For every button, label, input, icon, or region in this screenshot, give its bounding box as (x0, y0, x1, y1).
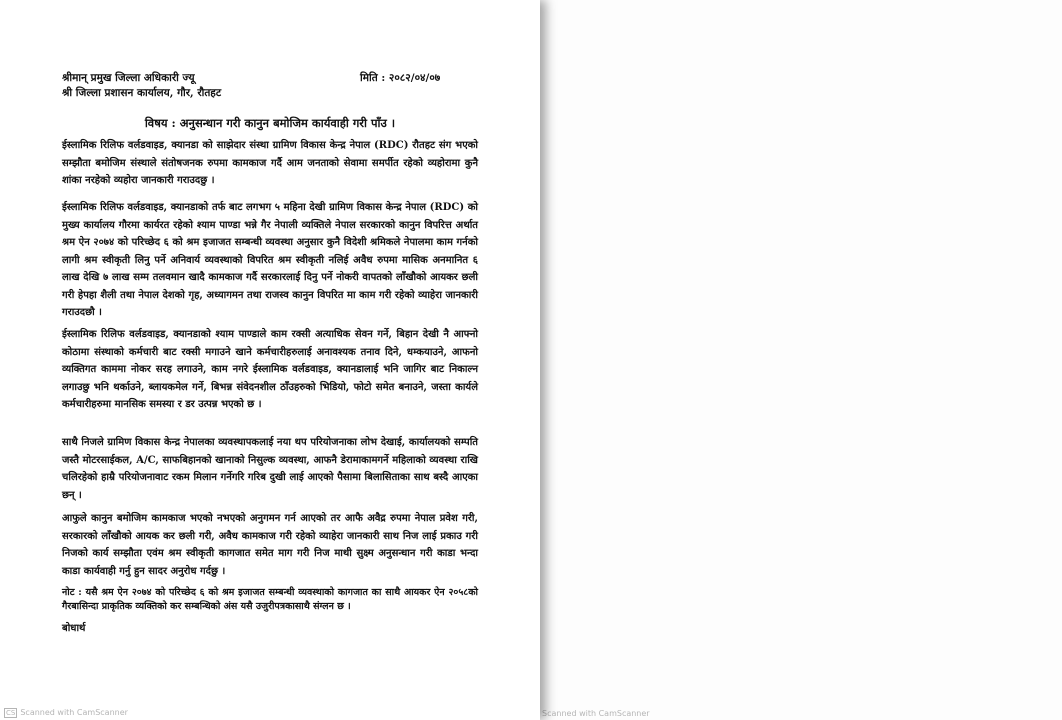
paragraph-1: ईस्लामिक रिलिफ वर्लडवाइड, क्यानडा को साझेदार संस्था ग्रामिण विकास केन्द्र नेपाल (RDC) रौतहट संग भएको सम्झौता बमोजिम संस्थाले संतोषजनक रुपमा कामकाज गर्दै आम जनताको सेवामा समर्पीत रहेको व्यहोरामा कुनै शांका नरहेको व्यहोरा जानकारी गराउदछु । (62, 140, 478, 186)
letter-date: मिति : २०८२/०४/०७ (360, 72, 441, 84)
letter-page-right (540, 0, 1062, 720)
camscanner-logo-icon: CS (6, 709, 16, 717)
scanner-watermark-right (542, 709, 650, 718)
watermark-text-right: Scanned with CamScanner (542, 709, 650, 718)
paragraph-5: आफुले कानुन बमोजिम कामकाज भएको नभएको अनुगमन गर्न आएको तर आफै अवैद्र रुपमा नेपाल प्रवेश गरी, सरकारको लाँखौको आयक कर छली गरी, अवैध कामकाज गरी रहेको व्याहेरा जानकारी साथ निज लाई प्रकाउ गरी निजको कार्य सम्झौता एवंम श्रम स्वीकृती कागजात समेत माग गरी निज माथी सुक्ष्म अनुसन्धान गरी काडा भन्दा काडा कार्यवाही गर्नु हुन सादर अनुरोध गर्दछु । (62, 513, 478, 577)
letter-subject: विषय : अनुसन्धान गरी कानुन बमोजिम कार्यवाही गरी पाँउ । (144, 116, 396, 130)
letter-note: नोट : यसै श्रम ऐन २०७४ को परिच्छेद ६ को श्रम इजाजत सम्बन्धी व्यवस्थाको कागजात का साथै आयकर ऐन २०५८को गैरबासिन्दा प्राकृतिक व्यक्तिको कर सम्बन्धिको अंस यसै उजुरीपत्रकासाथै संग्लन छ । (62, 587, 478, 612)
scanner-watermark (4, 708, 128, 718)
watermark-text: Scanned with CamScanner (20, 708, 128, 717)
paragraph-2: ईस्लामिक रिलिफ वर्लडवाइड, क्यानडाको तर्फ बाट लगभग ५ महिना देखी ग्रामिण विकास केन्द्र नेपाल (RDC) को मुख्य कार्यालय गौरमा कार्यरत रहेको श्याम पाण्डा भन्ने गैर नेपाली व्यक्तिले नेपाल सरकारको कानुन विपरित्त अर्थात श्रम ऐन २०७४ को परिच्छेद ६ को श्रम इजाजत सम्बन्धी व्यवस्था अनुसार कुनै विदेशी श्रमिकले नेपालमा काम गर्नको लागी श्रम स्वीकृती लिनु पर्ने अनिवार्य व्यवस्थाको विपरित श्रम स्वीकृती नलिई अवैध रुपमा मासिक अनमानित ६ लाख देखि ७ लाख सम्म तलवमान खादै कामकाज गर्दै सरकारलाई दिनु पर्ने नोकरी वापतको लाँखौको आयकर छली गरी हेपहा शैली तथा नेपाल देशको गृह, अध्यागमन तथा राजस्व कानुन विपरित मा काम गरी रहेको व्याहेरा जानकारी गराउदछौ । (62, 202, 478, 318)
addressee-line-2: श्री जिल्ला प्रशासन कार्यालय, गौर, रौतहट (62, 87, 222, 99)
addressee-line-1: श्रीमान् प्रमुख जिल्ला अधिकारी ज्यू (62, 72, 195, 84)
letter-closing: बोधार्थ (62, 623, 86, 634)
paragraph-4: साथै निजले ग्रामिण विकास केन्द्र नेपालका व्यवस्थापकलाई नया थप परियोजनाका लोभ देखाई, कार्यालयको सम्पति जस्तै मोटरसाईकल, A/C, साफबिहानको खानाको निसुल्क व्यवस्था, आफनै डेरामाकामगर्ने महिलाको व्यवस्था राखि चलिरहेको हाम्रै परियोजनावाट रकम मिलान गर्नेगरि गरिब दुखी लाई आएको पैसामा बिलासिताका साथ बस्दै आएका छन् । (62, 437, 478, 501)
paragraph-3: ईस्लामिक रिलिफ वर्लडवाइड, क्यानडाको श्याम पाण्डाले काम रक्सी अत्याधिक सेवन गर्ने, बिहान देखी नै आफ्नो कोठामा संस्थाको कर्मचारी बाट रक्सी मगाउने खाने कर्मचारीहरुलाई अनावश्यक तनाव दिने, धम्कयाउने, आफनो व्यक्तिगत काममा नोकर सरह लगाउने, काम नगरे ईस्लामिक वर्लडवाइड, क्यानडालाई भनि जागिर बाट निकाल्न लगाउछु भनि थर्काउने, ब्लायकमेल गर्ने, बिभन्न संवेदनशील ठाँउहरुको भिडियो, फोटो समेत बनाउने, जस्ता कार्यले कर्मचारीहरुमा मानसिक समस्या र डर उत्पन्न भएको छ । (62, 329, 478, 410)
